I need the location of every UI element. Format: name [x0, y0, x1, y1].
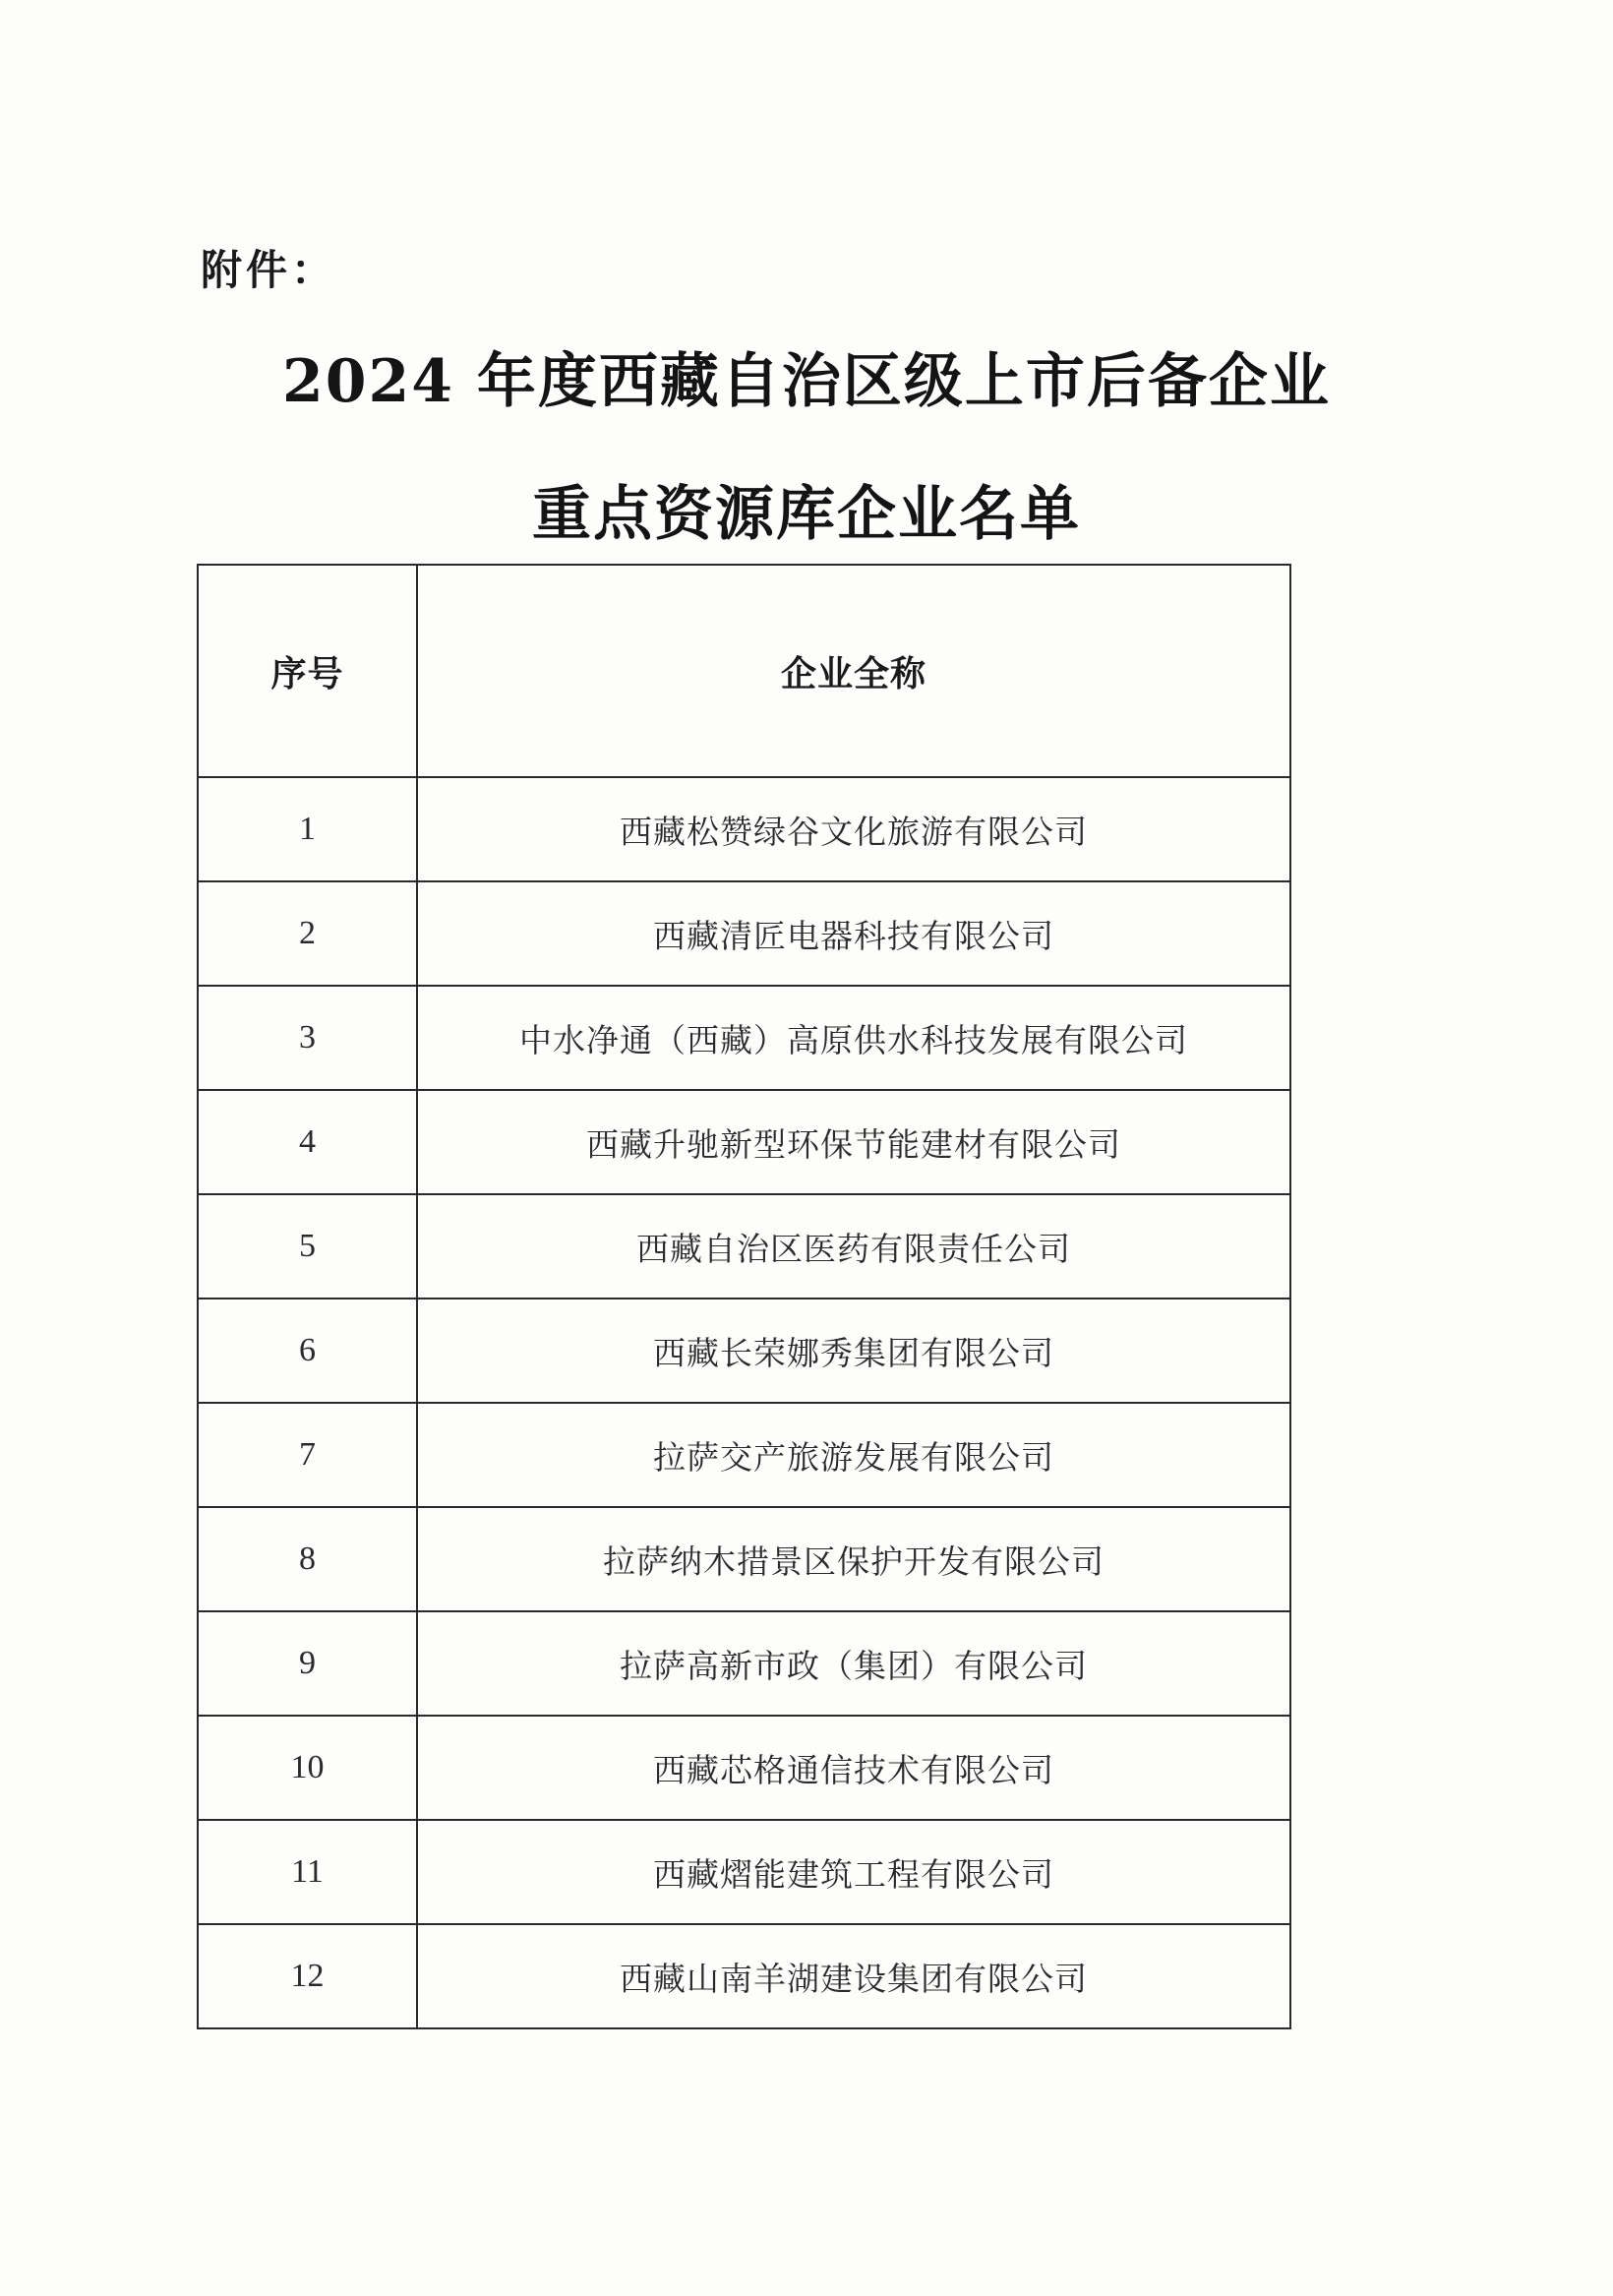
row-index: 6: [198, 1299, 417, 1403]
table-row: [198, 1820, 1290, 1924]
row-enterprise-name: 西藏清匠电器科技有限公司: [417, 881, 1290, 986]
document-title-line-2: 重点资源库企业名单: [532, 480, 1081, 549]
table-row: [198, 881, 1290, 986]
row-enterprise-name: 西藏山南羊湖建设集团有限公司: [417, 1924, 1290, 2028]
document-title-line-1: 2024 年度西藏自治区级上市后备企业: [282, 347, 1331, 416]
row-enterprise-name: 中水净通（西藏）高原供水科技发展有限公司: [417, 986, 1290, 1090]
row-enterprise-name: 西藏自治区医药有限责任公司: [417, 1194, 1290, 1299]
row-enterprise-name: 西藏熠能建筑工程有限公司: [417, 1820, 1290, 1924]
table-row: [198, 1611, 1290, 1716]
table-row: [198, 1403, 1290, 1507]
row-enterprise-name: 拉萨交产旅游发展有限公司: [417, 1403, 1290, 1507]
row-index: 4: [198, 1090, 417, 1194]
table-row: [198, 1924, 1290, 2028]
table-row: [198, 986, 1290, 1090]
row-enterprise-name: 拉萨高新市政（集团）有限公司: [417, 1611, 1290, 1716]
enterprise-list-table: [197, 564, 1291, 2029]
row-enterprise-name: 西藏松赞绿谷文化旅游有限公司: [417, 777, 1290, 881]
table-row: [198, 1194, 1290, 1299]
header-enterprise-name: 企业全称: [417, 565, 1290, 777]
row-enterprise-name: 西藏芯格通信技术有限公司: [417, 1716, 1290, 1820]
header-index: 序号: [198, 565, 417, 777]
row-index: 1: [198, 777, 417, 881]
table-header-row: [198, 565, 1290, 777]
row-index: 10: [198, 1716, 417, 1820]
table-row: [198, 1299, 1290, 1403]
row-enterprise-name: 西藏升驰新型环保节能建材有限公司: [417, 1090, 1290, 1194]
row-index: 2: [198, 881, 417, 986]
table-row: [198, 777, 1290, 881]
row-enterprise-name: 拉萨纳木措景区保护开发有限公司: [417, 1507, 1290, 1611]
row-index: 11: [198, 1820, 417, 1924]
attachment-label: 附件：: [201, 246, 337, 294]
row-index: 5: [198, 1194, 417, 1299]
table-row: [198, 1090, 1290, 1194]
row-index: 8: [198, 1507, 417, 1611]
row-index: 9: [198, 1611, 417, 1716]
row-index: 3: [198, 986, 417, 1090]
table-row: [198, 1507, 1290, 1611]
row-index: 12: [198, 1924, 417, 2028]
row-index: 7: [198, 1403, 417, 1507]
row-enterprise-name: 西藏长荣娜秀集团有限公司: [417, 1299, 1290, 1403]
table-row: [198, 1716, 1290, 1820]
